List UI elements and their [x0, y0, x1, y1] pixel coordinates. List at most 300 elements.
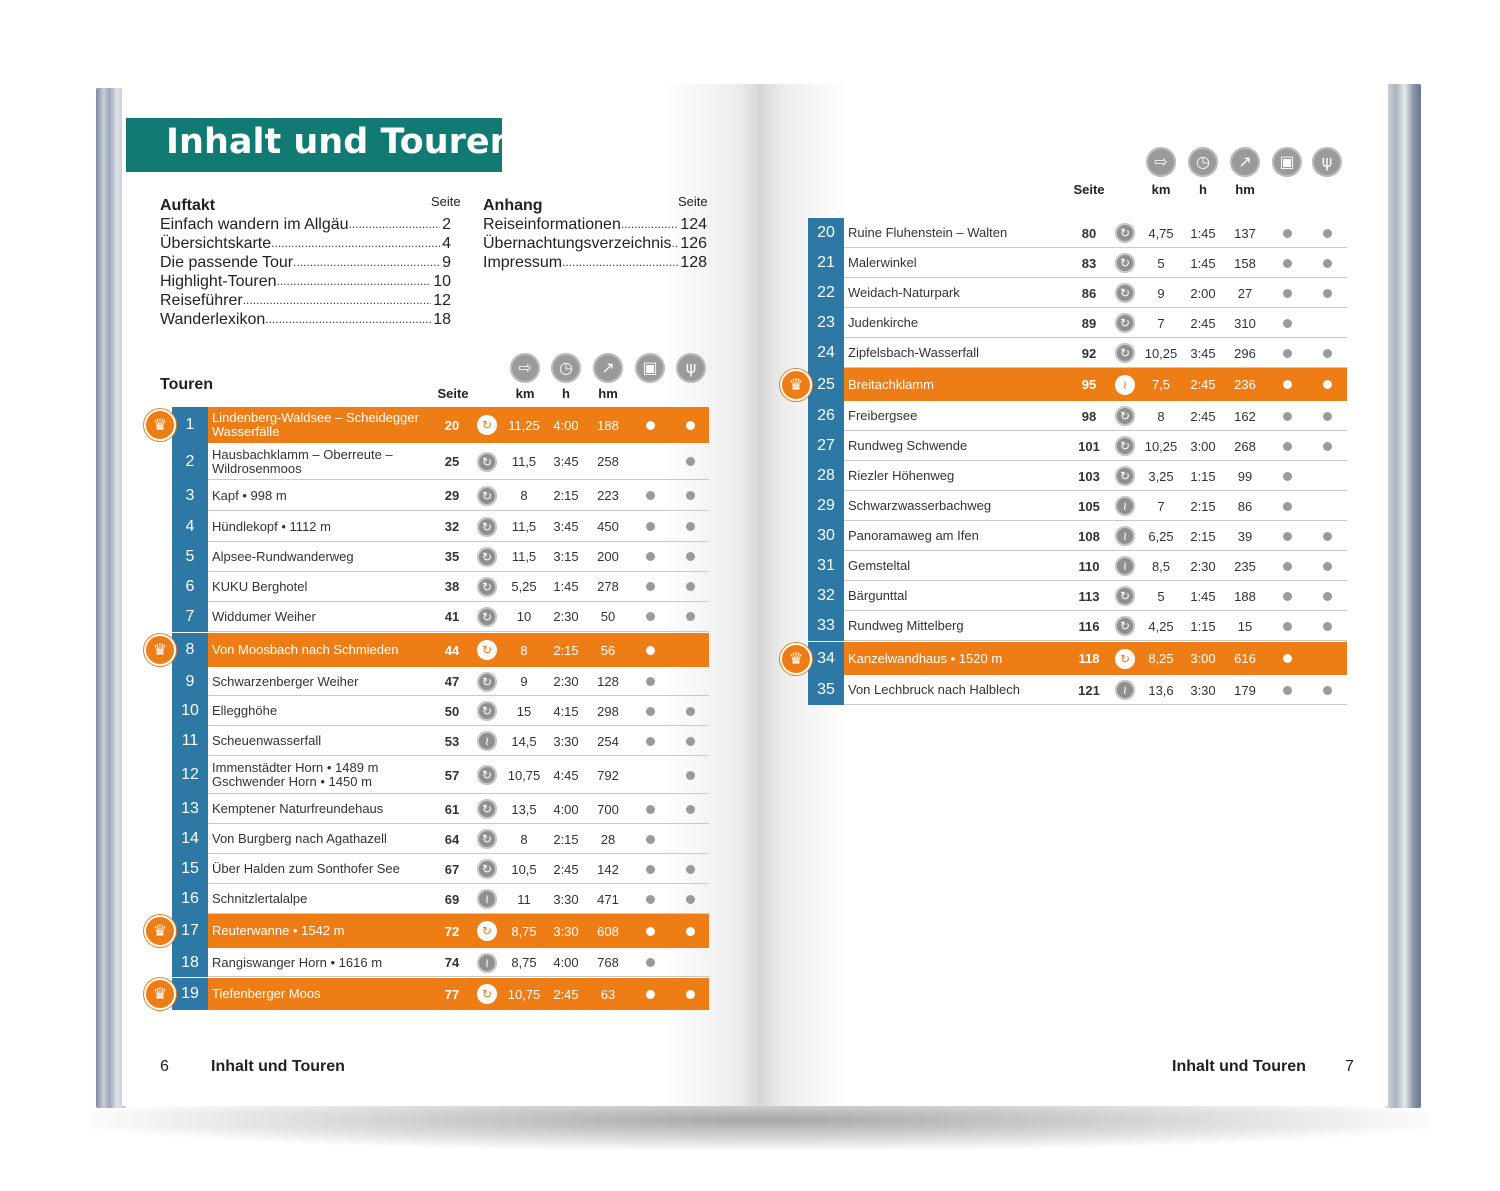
bus-available [1277, 218, 1297, 248]
tour-page: 121 [1078, 682, 1100, 698]
tour-row [172, 480, 709, 511]
loop-route-icon: ↻ [477, 452, 497, 472]
oneway-route-icon: ≀ [1115, 680, 1135, 700]
bus-available [1277, 675, 1297, 705]
tour-row [172, 667, 709, 696]
tour-km: 11 [517, 891, 531, 907]
tour-row [808, 551, 1347, 581]
toc-entry-label: Übersichtskarte [160, 235, 272, 252]
tour-number: 12 [172, 756, 208, 794]
tour-name: Reuterwanne • 1542 m [212, 923, 345, 938]
tour-km: 15 [516, 703, 532, 719]
tour-number: 26 [808, 401, 844, 431]
tour-name: Hausbachklamm – Oberreute – Wildrosenmoos [212, 446, 393, 476]
tour-hm: 768 [597, 955, 619, 970]
food-available [1317, 218, 1337, 248]
tour-number: 8 [172, 633, 208, 667]
tour-hours: 3:45 [553, 454, 579, 469]
food-available [680, 696, 700, 726]
tour-row [172, 914, 709, 948]
food-dot-icon [1323, 592, 1332, 601]
tour-hm: 278 [597, 579, 619, 594]
tour-hm: 236 [1234, 377, 1256, 392]
tour-km: 5 [1157, 255, 1165, 271]
toc-entry-label: Einfach wandern im Allgäu [160, 216, 349, 233]
tour-hours: 2:45 [1190, 408, 1216, 424]
tour-page: 72 [444, 923, 460, 939]
bus-dot-icon [1283, 686, 1292, 695]
bus-dot-icon [646, 707, 655, 716]
tour-page: 29 [444, 488, 460, 503]
tour-hours: 1:15 [1190, 618, 1216, 634]
tour-number: 34 [808, 642, 844, 675]
tour-km: 4,25 [1148, 618, 1174, 634]
tour-row [808, 248, 1347, 278]
tour-hours: 1:45 [1190, 588, 1216, 604]
toc-heading: Anhang [483, 197, 543, 214]
food-dot-icon [1323, 412, 1332, 421]
tour-number: 22 [808, 278, 844, 308]
food-dot-icon [1323, 562, 1332, 571]
tour-row [808, 431, 1347, 461]
toc-leader-dots [349, 215, 441, 234]
tour-hm: 616 [1234, 651, 1256, 666]
tour-hm: 99 [1237, 468, 1253, 484]
bus-available [1277, 431, 1297, 461]
oneway-route-icon: ≀ [477, 889, 497, 909]
tour-row [808, 308, 1347, 338]
food-available [680, 726, 700, 756]
loop-route-icon: ↻ [477, 799, 497, 819]
row-divider [844, 704, 1347, 705]
tour-hm: 608 [597, 923, 619, 939]
food-available [1317, 431, 1337, 461]
oneway-route-icon: ≀ [1115, 496, 1135, 516]
bus-available [640, 407, 660, 443]
tour-page: 53 [444, 733, 460, 749]
bus-dot-icon [646, 737, 655, 746]
toc-leader-dots [265, 310, 431, 329]
toc-leader-dots [293, 253, 440, 272]
bus-available [1277, 491, 1297, 521]
tour-hm: 450 [597, 519, 619, 534]
tour-km: 5,25 [511, 579, 537, 594]
tour-hours: 2:00 [1190, 285, 1216, 301]
toc-entry-page: 124 [680, 216, 707, 233]
tour-type [475, 407, 499, 443]
tour-km: 13,5 [511, 801, 537, 817]
book-edge-right [1385, 84, 1421, 1108]
tour-number: 11 [172, 726, 208, 756]
bus-dot-icon [1283, 502, 1292, 511]
tour-type [475, 480, 499, 511]
food-available [680, 511, 700, 542]
bus-icon: ▣ [635, 353, 665, 383]
tour-number: 15 [172, 854, 208, 884]
tour-hm: 15 [1237, 618, 1253, 634]
tour-number: 33 [808, 611, 844, 641]
toc-heading: Auftakt [160, 197, 216, 214]
bus-dot-icon [1283, 259, 1292, 268]
highlight-crown-icon: ♛ [144, 915, 176, 947]
tour-km: 11,5 [511, 454, 537, 469]
tour-type [475, 756, 499, 794]
tour-page: 105 [1078, 498, 1100, 514]
tour-page: 41 [444, 609, 460, 624]
tour-number: 7 [172, 601, 208, 632]
tour-type [1113, 551, 1137, 581]
tour-hm: 86 [1237, 498, 1253, 514]
tour-km: 9 [520, 674, 528, 689]
toc-entry-page: 4 [442, 235, 451, 252]
tour-km: 9 [1157, 285, 1165, 301]
tour-name: Rangiswanger Horn • 1616 m [212, 954, 383, 970]
tour-name: Freibergsee [848, 408, 918, 423]
tour-hours: 2:15 [1190, 528, 1216, 544]
tour-type [475, 824, 499, 854]
toc-seite-label: Seite [431, 194, 461, 209]
tour-name: Schwarzenberger Weiher [212, 673, 359, 689]
tour-name: Lindenberg-Waldsee – Scheidegger Wasserfälle [212, 410, 419, 439]
tour-page: 113 [1078, 588, 1100, 604]
tour-hours: 2:15 [1190, 498, 1216, 514]
food-available [680, 601, 700, 632]
bus-available [1277, 581, 1297, 611]
signpost-icon: ⇨ [1146, 147, 1176, 177]
food-available [680, 407, 700, 443]
tour-number: 13 [172, 794, 208, 824]
tour-hours: 3:15 [553, 549, 579, 564]
toc-entry-page: 18 [433, 311, 451, 328]
toc-entry-page: 128 [680, 254, 707, 271]
food-dot-icon [686, 895, 695, 904]
bus-available [640, 541, 660, 572]
tour-hm: 28 [600, 831, 616, 847]
tour-row [172, 948, 709, 977]
bus-available [1277, 521, 1297, 551]
tour-km: 11,5 [511, 519, 537, 534]
toc-leader-dots [271, 234, 440, 253]
tour-name: Tiefenberger Moos [212, 986, 321, 1001]
loop-route-icon: ↻ [477, 486, 497, 506]
tour-hm: 235 [1234, 558, 1256, 574]
tour-page: 108 [1078, 528, 1100, 544]
bus-dot-icon [646, 865, 655, 874]
oneway-route-icon: ≀ [477, 953, 497, 973]
tour-name: Kemptener Naturfreundehaus [212, 801, 384, 816]
bus-dot-icon [646, 677, 655, 686]
tour-name: Von Lechbruck nach Halblech [848, 682, 1021, 697]
toc-entry-label: Die passende Tour [160, 254, 294, 271]
tour-page: 86 [1081, 285, 1097, 301]
tour-km: 10,25 [1144, 345, 1178, 361]
tour-km: 7 [1157, 498, 1165, 514]
toc-entry-page: 2 [442, 216, 451, 233]
tour-row [808, 278, 1347, 308]
tour-hm: 296 [1234, 345, 1256, 361]
food-dot-icon [686, 582, 695, 591]
toc-seite-label: Seite [678, 194, 708, 209]
tour-name: Breitachklamm [848, 376, 934, 392]
tour-page: 95 [1081, 377, 1097, 392]
tour-km: 10,5 [511, 861, 537, 877]
tour-row [172, 443, 709, 480]
tour-type [1113, 218, 1137, 248]
highlight-crown-icon: ♛ [144, 634, 176, 666]
bus-dot-icon [1283, 380, 1292, 389]
food-dot-icon [686, 805, 695, 814]
tour-km: 3,25 [1148, 468, 1174, 484]
tour-name: Rundweg Mittelberg [848, 618, 964, 633]
tour-name: Rundweg Schwende [848, 438, 968, 453]
tour-number: 24 [808, 338, 844, 368]
food-dot-icon [1323, 622, 1332, 631]
tour-km: 8 [520, 831, 528, 847]
tour-row [808, 642, 1347, 675]
loop-route-icon: ↻ [477, 547, 497, 567]
food-available [1317, 675, 1337, 705]
tour-row [172, 511, 709, 542]
tour-km: 8 [520, 642, 528, 658]
bus-dot-icon [646, 421, 655, 430]
highlight-crown-icon: ♛ [144, 978, 176, 1010]
tour-hm: 27 [1237, 285, 1253, 301]
tour-hours: 2:30 [1190, 558, 1216, 574]
toc-entry-label: Impressum [483, 254, 563, 271]
tour-hm: 188 [597, 417, 619, 433]
food-dot-icon [1323, 442, 1332, 451]
tour-name: Zipfelsbach-Wasserfall [848, 345, 980, 360]
loop-route-icon: ↻ [477, 517, 497, 537]
tour-page: 80 [1081, 225, 1097, 241]
tour-hm: 63 [600, 986, 616, 1002]
tour-name: Kapf • 998 m [212, 487, 287, 503]
tour-page: 20 [444, 417, 460, 433]
food-dot-icon [1323, 259, 1332, 268]
tour-km: 8 [520, 488, 528, 503]
loop-route-icon: ↻ [1115, 466, 1135, 486]
tour-number: 3 [172, 480, 208, 511]
tour-hours: 3:00 [1190, 438, 1216, 454]
bus-dot-icon [646, 646, 655, 655]
loop-route-icon: ↻ [1115, 406, 1135, 426]
bus-available [1277, 401, 1297, 431]
tour-name: Von Moosbach nach Schmieden [212, 642, 399, 657]
food-dot-icon [686, 737, 695, 746]
bus-available [1277, 308, 1297, 338]
tour-hm: 188 [1234, 588, 1256, 604]
loop-route-icon: ↻ [477, 765, 497, 785]
tour-page: 50 [444, 703, 460, 719]
tour-number: 14 [172, 824, 208, 854]
tour-km: 10,25 [1144, 438, 1178, 454]
tour-name: Malerwinkel [848, 255, 917, 270]
tour-hours: 2:45 [1190, 377, 1216, 392]
tour-hours: 4:00 [553, 801, 579, 817]
oneway-route-icon: ≀ [1115, 526, 1135, 546]
bus-dot-icon [1283, 319, 1292, 328]
bus-available [640, 824, 660, 854]
tour-name: Ellegghöhe [212, 703, 278, 718]
tour-type [475, 726, 499, 756]
loop-route-icon: ↻ [1115, 343, 1135, 363]
highlight-crown-icon: ♛ [780, 369, 812, 401]
toc-entry-label: Reiseführer [160, 292, 243, 309]
tour-hm: 223 [597, 488, 619, 503]
toc-leader-dots [672, 234, 679, 253]
tour-hm: 142 [597, 861, 619, 877]
tour-type [475, 794, 499, 824]
toc-entry [483, 253, 707, 272]
tour-km: 10,75 [507, 767, 541, 783]
ascent-arrow-icon: ↗ [1230, 147, 1260, 177]
tour-km: 4,75 [1148, 225, 1174, 241]
tour-hours: 2:45 [1190, 315, 1216, 331]
tour-hours: 4:00 [553, 955, 579, 970]
tour-hm: 137 [1234, 225, 1256, 241]
bus-available [640, 914, 660, 948]
tour-km: 10 [516, 609, 532, 624]
tour-type [475, 978, 499, 1010]
bus-dot-icon [1283, 472, 1292, 481]
tour-page: 89 [1081, 315, 1097, 331]
tour-page: 74 [444, 955, 460, 970]
tour-number: 9 [172, 667, 208, 696]
toc-anhang [483, 196, 707, 272]
tour-row [172, 696, 709, 726]
loop-route-icon: ↻ [1115, 313, 1135, 333]
toc-entry-page: 10 [433, 273, 451, 290]
bus-available [640, 726, 660, 756]
tour-hours: 2:30 [553, 609, 579, 624]
loop-route-icon: ↻ [1115, 283, 1135, 303]
toc-auftakt [160, 194, 461, 329]
tour-row [808, 521, 1347, 551]
page-title-box [126, 118, 515, 172]
row-divider [844, 640, 1347, 641]
tour-hours: 2:15 [553, 831, 579, 847]
toc-entry [160, 310, 451, 329]
tour-number: 16 [172, 884, 208, 914]
tour-km: 10,75 [507, 986, 541, 1002]
tour-type [1113, 338, 1137, 368]
food-available [680, 884, 700, 914]
bus-dot-icon [646, 895, 655, 904]
tour-name: Alpsee-Rundwanderweg [212, 548, 354, 564]
tour-type [475, 511, 499, 542]
tour-hm: 200 [597, 549, 619, 564]
tour-row [172, 978, 709, 1010]
tour-page: 116 [1078, 618, 1100, 634]
food-available [1317, 248, 1337, 278]
tour-hm: 56 [600, 642, 616, 658]
tour-page: 101 [1078, 438, 1100, 454]
page-number-right: 7 [1345, 1058, 1354, 1075]
food-dot-icon [686, 612, 695, 621]
tour-page: 44 [444, 642, 460, 658]
toc-entry [160, 291, 451, 310]
tour-row [172, 571, 709, 602]
tour-number: 35 [808, 675, 844, 705]
food-dot-icon [1323, 532, 1332, 541]
col-head-seite: Seite [437, 386, 469, 401]
tour-name: Judenkirche [848, 315, 919, 330]
bus-available [640, 978, 660, 1010]
tour-row [808, 401, 1347, 431]
bus-available [640, 884, 660, 914]
tour-hours: 4:45 [553, 767, 579, 783]
tour-page: 110 [1078, 558, 1100, 574]
tour-number: 10 [172, 696, 208, 726]
tour-hm: 254 [597, 733, 619, 749]
tour-hm: 39 [1237, 528, 1253, 544]
toc-leader-dots [277, 272, 432, 291]
tour-hours: 3:45 [553, 519, 579, 534]
bus-dot-icon [1283, 622, 1292, 631]
tour-type [1113, 368, 1137, 401]
tour-name: Ruine Fluhenstein – Walten [848, 225, 1008, 240]
tour-page: 35 [444, 549, 460, 564]
tour-km: 5 [1157, 588, 1165, 604]
loop-route-icon: ↻ [477, 859, 497, 879]
fork-knife-icon: ψ [1312, 147, 1342, 177]
tour-number: 32 [808, 581, 844, 611]
loop-route-icon: ↻ [477, 829, 497, 849]
highlight-crown-icon: ♛ [144, 409, 176, 441]
tour-number: 21 [808, 248, 844, 278]
tour-number: 29 [808, 491, 844, 521]
food-dot-icon [1323, 349, 1332, 358]
tour-hours: 1:45 [1190, 255, 1216, 271]
tour-name: Von Burgberg nach Agathazell [212, 831, 387, 846]
oneway-route-icon: ≀ [1115, 375, 1135, 395]
loop-route-icon: ↻ [1115, 436, 1135, 456]
tour-page: 92 [1081, 345, 1097, 361]
food-available [1317, 278, 1337, 308]
tour-km: 6,25 [1148, 528, 1174, 544]
col-head-seite: Seite [1073, 182, 1105, 197]
toc-entry [160, 234, 451, 253]
tour-number: 2 [172, 443, 208, 480]
bus-dot-icon [646, 990, 655, 999]
bus-dot-icon [1283, 289, 1292, 298]
tour-type [1113, 461, 1137, 491]
tour-km: 11,5 [511, 549, 537, 564]
food-dot-icon [686, 771, 695, 780]
tour-type [1113, 308, 1137, 338]
tour-type [475, 948, 499, 977]
loop-route-icon: ↻ [1115, 649, 1135, 669]
bus-icon: ▣ [1272, 147, 1302, 177]
loop-route-icon: ↻ [477, 640, 497, 660]
tour-row [808, 581, 1347, 611]
bus-dot-icon [646, 805, 655, 814]
tour-hours: 2:45 [553, 861, 579, 877]
food-available [680, 480, 700, 511]
tour-page: 103 [1078, 468, 1100, 484]
running-title-text: Inhalt und Touren [211, 1058, 345, 1075]
tour-hours: 3:30 [553, 733, 579, 749]
tour-type [475, 601, 499, 632]
tour-page: 47 [444, 674, 460, 689]
tour-name: Riezler Höhenweg [848, 468, 955, 483]
tour-row [172, 854, 709, 884]
tour-hm: 128 [597, 674, 619, 689]
tour-type [475, 854, 499, 884]
tour-row [808, 338, 1347, 368]
tour-km: 7,5 [1151, 377, 1171, 392]
bus-available [1277, 642, 1297, 675]
